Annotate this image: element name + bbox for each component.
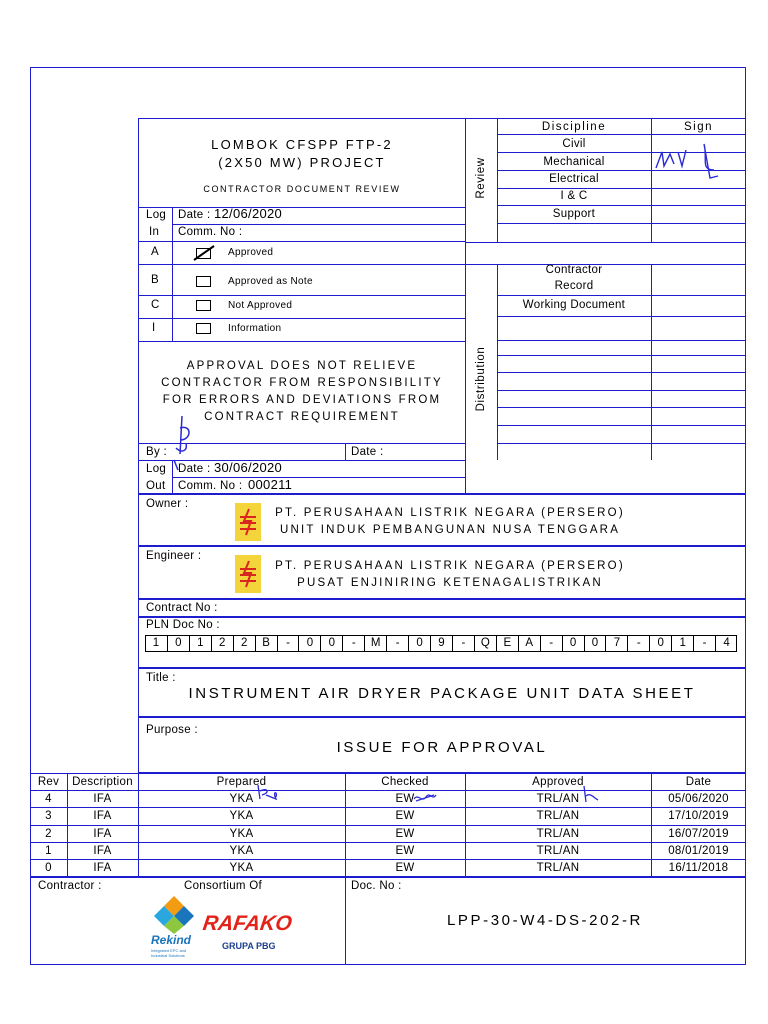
title-label: Title : xyxy=(146,672,176,684)
review-label: Review xyxy=(475,157,487,199)
distribution-working-document: Working Document xyxy=(522,299,626,311)
log-in-in: In xyxy=(149,226,160,238)
information-checkbox[interactable] xyxy=(196,323,211,334)
rev-cell-approved: TRL/AN xyxy=(536,828,580,840)
pln-doc-label: PLN Doc No : xyxy=(146,619,220,631)
rekind-logo-name: Rekind xyxy=(151,933,192,947)
rev-header-rev: Rev xyxy=(37,776,60,788)
contract-no-row xyxy=(138,599,746,617)
status-code-c: C xyxy=(151,299,160,311)
rev-cell-description: IFA xyxy=(93,793,112,805)
log-in-comm-label: Comm. No : xyxy=(178,226,243,238)
pln-doc-char: 7 xyxy=(605,635,627,652)
status-code-a: A xyxy=(151,246,159,258)
prepared-initial xyxy=(254,781,280,803)
contractor-label: Contractor : xyxy=(38,880,102,892)
consortium-label: Consortium Of xyxy=(183,880,263,892)
pln-doc-char: B xyxy=(255,635,277,652)
log-out-date-value: 30/06/2020 xyxy=(214,460,283,475)
disclaimer-line-2: CONTRACTOR FROM RESPONSIBILITY xyxy=(161,377,443,389)
rev-cell-approved: TRL/AN xyxy=(536,810,580,822)
pln-doc-char: 9 xyxy=(430,635,452,652)
rev-header-approved: Approved xyxy=(532,776,584,788)
pln-doc-char: - xyxy=(342,635,364,652)
rev-cell-date: 16/11/2018 xyxy=(668,862,729,874)
discipline-electrical: Electrical xyxy=(549,173,599,185)
pln-doc-char: M xyxy=(364,635,386,652)
discipline-support: Support xyxy=(552,208,596,220)
rafako-logo-sub: GRUPA PBG xyxy=(222,941,276,951)
mechanical-signature xyxy=(652,140,746,182)
rev-cell-checked: EW xyxy=(395,862,415,874)
pln-doc-char: 0 xyxy=(584,635,606,652)
pln-doc-char: 0 xyxy=(562,635,584,652)
pln-doc-char: 0 xyxy=(408,635,430,652)
rev-cell-description: IFA xyxy=(93,862,112,874)
rev-cell-checked: EW xyxy=(395,793,415,805)
pln-doc-char: 2 xyxy=(233,635,255,652)
rafako-logo-name: RAFAKO xyxy=(201,912,294,935)
pln-logo-engineer xyxy=(235,555,261,593)
rev-cell-approved: TRL/AN xyxy=(536,845,580,857)
pln-doc-char: - xyxy=(627,635,649,652)
approved-as-note-checkbox[interactable] xyxy=(196,276,211,287)
disclaimer-line-3: FOR ERRORS AND DEVIATIONS FROM xyxy=(162,394,442,406)
pln-doc-char: - xyxy=(277,635,299,652)
pln-doc-char: 0 xyxy=(320,635,342,652)
owner-label: Owner : xyxy=(146,498,189,510)
pln-doc-char: 2 xyxy=(211,635,233,652)
rev-cell-prepared: YKA xyxy=(229,845,254,857)
log-in-date-label: Date : xyxy=(178,209,211,221)
status-label-approved-as-note: Approved as Note xyxy=(228,276,313,287)
rev-cell-description: IFA xyxy=(93,845,112,857)
pln-doc-char: A xyxy=(518,635,540,652)
pln-doc-char: E xyxy=(496,635,518,652)
rev-header-checked: Checked xyxy=(381,776,429,788)
rev-cell-prepared: YKA xyxy=(229,862,254,874)
by-label: By : xyxy=(146,446,168,458)
pln-logo-owner xyxy=(235,503,261,541)
pln-doc-char: 0 xyxy=(298,635,320,652)
rev-cell-date: 05/06/2020 xyxy=(668,793,729,805)
pln-doc-char: - xyxy=(386,635,408,652)
sign-header: Sign xyxy=(683,121,714,133)
rev-cell-prepared: YKA xyxy=(229,793,254,805)
pln-doc-char: - xyxy=(693,635,715,652)
rev-cell-approved: TRL/AN xyxy=(536,793,580,805)
rev-cell-date: 16/07/2019 xyxy=(668,828,729,840)
owner-line-2: UNIT INDUK PEMBANGUNAN NUSA TENGGARA xyxy=(279,524,621,536)
distribution-label: Distribution xyxy=(475,346,487,412)
rev-cell-checked: EW xyxy=(395,810,415,822)
log-out-comm-label: Comm. No : xyxy=(178,480,243,492)
rev-cell-approved: TRL/AN xyxy=(536,862,580,874)
by-date-label: Date : xyxy=(351,446,384,458)
not-approved-checkbox[interactable] xyxy=(196,300,211,311)
rekind-logo-icon xyxy=(152,894,196,936)
discipline-header: Discipline xyxy=(541,121,607,133)
rev-cell-rev: 1 xyxy=(45,845,52,857)
approved-initial xyxy=(580,784,602,806)
owner-line-1: PT. PERUSAHAAN LISTRIK NEGARA (PERSERO) xyxy=(275,507,625,519)
project-subtitle: (2X50 MW) PROJECT xyxy=(218,155,386,170)
rev-cell-checked: EW xyxy=(395,845,415,857)
log-out-out: Out xyxy=(146,480,166,492)
pln-doc-char: Q xyxy=(474,635,496,652)
contract-no-label: Contract No : xyxy=(146,602,218,614)
rev-cell-checked: EW xyxy=(395,828,415,840)
log-out-log: Log xyxy=(146,463,167,475)
pln-doc-char: - xyxy=(452,635,474,652)
rev-cell-description: IFA xyxy=(93,828,112,840)
discipline-mechanical: Mechanical xyxy=(543,156,605,168)
pln-doc-char: 1 xyxy=(671,635,693,652)
rev-cell-prepared: YKA xyxy=(229,810,254,822)
disclaimer-line-1: APPROVAL DOES NOT RELIEVE xyxy=(186,360,418,372)
pln-doc-char: 4 xyxy=(715,635,737,652)
doc-no-label: Doc. No : xyxy=(351,880,402,892)
status-code-i: I xyxy=(152,322,156,334)
rekind-logo-tagline: Integrated EPC and Industrial Solutions xyxy=(151,948,187,958)
rev-cell-rev: 2 xyxy=(45,828,52,840)
rev-cell-rev: 0 xyxy=(45,862,52,874)
discipline-ic: I & C xyxy=(560,190,588,202)
log-out-comm-value: 000211 xyxy=(248,477,293,492)
status-label-approved: Approved xyxy=(228,247,274,258)
checked-initial xyxy=(412,789,438,805)
distribution-contractor: Contractor xyxy=(545,264,603,276)
pln-doc-char: - xyxy=(540,635,562,652)
rev-header-prepared: Prepared xyxy=(216,776,267,788)
status-label-not-approved: Not Approved xyxy=(228,300,293,311)
pln-doc-char: 1 xyxy=(189,635,211,652)
pln-doc-char: 0 xyxy=(167,635,189,652)
owner-block xyxy=(138,494,746,546)
status-code-b: B xyxy=(151,274,159,286)
purpose-label: Purpose : xyxy=(146,724,198,736)
engineer-line-1: PT. PERUSAHAAN LISTRIK NEGARA (PERSERO) xyxy=(275,560,625,572)
rev-header-description: Description xyxy=(72,776,133,788)
rev-cell-prepared: YKA xyxy=(229,828,254,840)
status-label-information: Information xyxy=(228,323,282,334)
disclaimer-line-4: CONTRACT REQUIREMENT xyxy=(204,411,400,423)
rev-cell-rev: 3 xyxy=(45,810,52,822)
discipline-civil: Civil xyxy=(562,138,586,150)
project-title: LOMBOK CFSPP FTP-2 xyxy=(211,137,393,152)
doc-no-value: LPP-30-W4-DS-202-R xyxy=(446,912,643,929)
log-in-date-value: 12/06/2020 xyxy=(214,206,283,221)
pln-doc-char: 0 xyxy=(649,635,671,652)
approved-checkmark-icon xyxy=(192,244,216,262)
rev-header-date: Date xyxy=(685,776,712,788)
log-out-date-label: Date : xyxy=(178,463,211,475)
pln-doc-char: 1 xyxy=(152,637,160,649)
rev-cell-date: 17/10/2019 xyxy=(668,810,729,822)
rev-cell-rev: 4 xyxy=(45,793,52,805)
rev-cell-description: IFA xyxy=(93,810,112,822)
purpose-value: ISSUE FOR APPROVAL xyxy=(336,739,548,756)
engineer-line-2: PUSAT ENJINIRING KETENAGALISTRIKAN xyxy=(297,577,603,589)
rev-cell-date: 08/01/2019 xyxy=(668,845,729,857)
review-caption: CONTRACTOR DOCUMENT REVIEW xyxy=(203,184,401,194)
document-title: INSTRUMENT AIR DRYER PACKAGE UNIT DATA SHEET xyxy=(188,685,696,702)
distribution-record: Record xyxy=(554,280,594,292)
log-in-log: Log xyxy=(146,209,167,221)
engineer-label: Engineer : xyxy=(146,550,202,562)
